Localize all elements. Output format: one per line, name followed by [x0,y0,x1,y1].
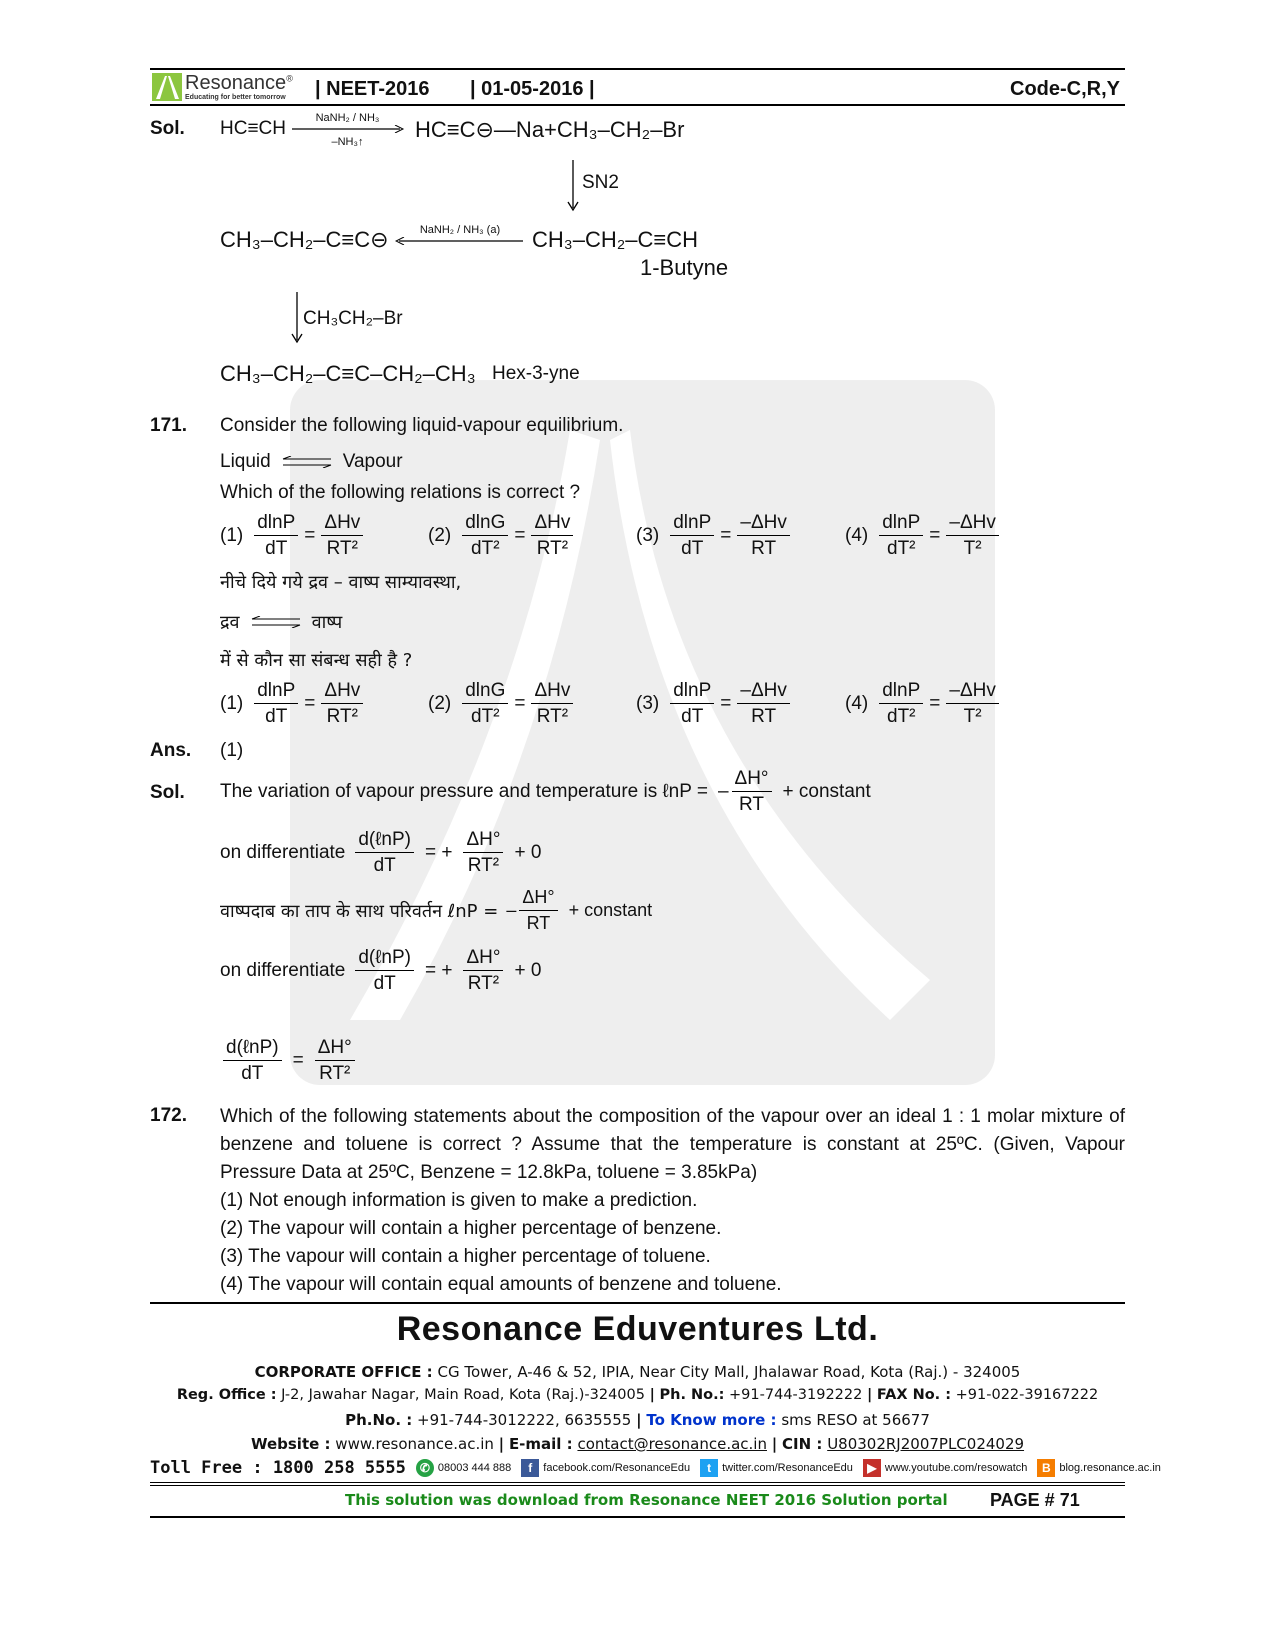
q171-hindi-option-2: (2) $\frac{dlnG}{\text{dT²}}$ = $\frac{\text{ΔHv}}{\text{RT²}}$ [428,678,576,729]
equilibrium-left: Liquid [220,451,271,472]
butyne-label: 1-Butyne [640,255,729,280]
footer-bottom-rule [150,1516,1125,1518]
q171-question: Which of the following relations is correct ? [220,482,581,503]
q171-option-2: (2) $\frac{dlnG}{\text{dT²}}$ = $\frac{\text{ΔHv}}{\text{RT²}}$ [428,510,576,561]
hindi-equilibrium-right: वाष्प [311,612,343,633]
down-arrow-icon [567,160,581,212]
toll-free: Toll Free : 1800 258 5555 [150,1458,406,1478]
final-product-name: Hex-3-yne [492,363,580,384]
header-bottom-rule [150,104,1125,106]
arrow-2-reagent: NaNH₂ / NH₃ (a) [419,224,501,236]
reg-office: Reg. Office : J-2, Jawahar Nagar, Main Road, Kota (Raj.)-324005 | Ph. No.: +91-744-3192222 | FAX No. : +91-022-39167222 [176,1387,1099,1403]
company-name: Resonance Eduventures Ltd. [396,1310,879,1348]
ethyl-bromide-reagent: CH₃CH₂–Br [303,308,403,329]
q172-option-2: (2) The vapour will contain a higher percentage of benzene. [220,1218,722,1239]
corporate-office: CORPORATE OFFICE : CG Tower, A-46 & 52, IPIA, Near City Mall, Jhalawar Road, Kota (Raj.) - 324005 [254,1363,1021,1381]
footer-top-rule [150,1302,1125,1304]
reaction-step1-left: HC≡CH [220,118,286,139]
youtube-link[interactable]: ▶ www.youtube.com/resowatch [863,1459,1027,1477]
q172-text: Which of the following statements about the composition of the vapour over an ideal 1 : 1 molar mixture of benzene and toluene is correct ? Assume that the temperature is constant at 25ºC. (Given, Vapour Pressure Data at 25ºC, Benzene = 12.8kPa, toluene = 3.85kPa) [220,1106,1125,1183]
q171-hindi-option-4: (4) $\frac{dlnP}{\text{dT²}}$ = $\frac{\text{–ΔHv}}{\text{T²}}$ [845,678,1002,729]
q171-hindi-option-1: (1) $\frac{dlnP}{dT}$ = $\frac{\text{ΔHv}}{\text{RT²}}$ [220,678,366,729]
q171-equilibrium [220,451,403,473]
option-label: (2) [428,524,452,546]
equilibrium-arrows-icon [281,456,333,468]
q171-hindi-equilibrium [220,610,342,634]
q171-sol-label: Sol. [150,782,185,803]
equilibrium-right: Vapour [342,451,403,472]
q172-option-3: (3) The vapour will contain a higher percentage of toluene. [220,1246,711,1267]
q172-options [220,1187,782,1299]
sol-differentiate-2: on differentiate $\frac{\text{d(ℓnP)}}{dT}$ = + $\frac{\Delta H^\circ}{\text{RT²}}$ + 0 [220,947,542,994]
sol-line1: The variation of vapour pressure and temperature is ℓnP = – $\frac{\Delta H^\circ}{RT}$ + constant [220,768,871,815]
header-code: Code-C,R,Y [1010,78,1120,100]
phone-line: Ph.No. : +91-744-3012222, 6635555 | To Know more : sms RESO at 56677 [345,1411,930,1429]
twitter-link[interactable]: t twitter.com/ResonanceEdu [700,1459,853,1477]
footer-rule-2 [150,1485,1125,1486]
option-label: (1) [220,524,244,546]
reaction-step1-right: HC≡C⊖—Na+CH₃–CH₂–Br [415,117,685,142]
ans-label: Ans. [150,740,192,761]
blog-link[interactable]: B blog.resonance.ac.in [1037,1459,1161,1477]
whatsapp-icon: ✆ [416,1459,434,1477]
q172-option-1: (1) Not enough information is given to make a prediction. [220,1190,698,1211]
sol-label: Sol. [150,118,185,139]
q171-option-1: (1) $\frac{dlnP}{dT}$ = $\frac{\text{ΔHv}}{\text{RT²}}$ [220,510,366,561]
contact-social-row [150,1458,1161,1478]
sn2-label: SN2 [582,172,619,193]
option-label: (3) [636,524,660,546]
option-label: (4) [845,524,869,546]
portal-note: This solution was download from Resonance NEET 2016 Solution portal [345,1491,948,1509]
header-top-rule [150,68,1125,70]
q171-hindi-text: नीचे दिये गये द्रव – वाष्प साम्यावस्था, [220,572,462,593]
q171-option-3: (3) $\frac{dlnP}{dT}$ = $\frac{\text{–ΔHv}}{RT}$ [636,510,793,561]
facebook-icon: f [521,1459,539,1477]
arrow-1-byproduct: –NH₃↑ [331,136,364,148]
header-exam: | NEET-2016 [315,78,430,100]
website-link[interactable]: www.resonance.ac.in [335,1435,494,1453]
blogger-icon: B [1037,1459,1055,1477]
reaction-step2-left: CH₃–CH₂–C≡C⊖ [220,227,389,252]
arrow-1-reagent: NaNH₂ / NH₃ [315,112,380,124]
reaction-arrow-2 [395,224,525,248]
twitter-icon: t [700,1459,718,1477]
logo-tagline: Educating for better tomorrow [185,94,286,101]
q172-option-4: (4) The vapour will contain equal amounts of benzene and toluene. [220,1274,782,1295]
website-line: Website : www.resonance.ac.in | E-mail : contact@resonance.ac.in | CIN : U80302RJ2007PLC024029 [250,1435,1025,1453]
q171-text: Consider the following liquid-vapour equilibrium. [220,415,624,436]
ans-value: (1) [220,740,244,761]
q172-number: 172. [150,1105,187,1126]
q171-option-4: (4) $\frac{dlnP}{\text{dT²}}$ = $\frac{\text{–ΔHv}}{\text{T²}}$ [845,510,1002,561]
resonance-logo-icon [152,73,182,101]
header-date: | 01-05-2016 | [470,78,595,100]
final-product: CH₃–CH₂–C≡C–CH₂–CH₃ [220,361,476,386]
reaction-step2-right: CH₃–CH₂–C≡CH [532,227,699,252]
equilibrium-arrows-icon [250,616,302,628]
reaction-arrow-1 [290,112,405,148]
whatsapp-contact[interactable]: ✆ 08003 444 888 [416,1459,511,1477]
q171-hindi-option-3: (3) $\frac{dlnP}{dT}$ = $\frac{\text{–ΔHv}}{RT}$ [636,678,793,729]
right-arrow-icon [290,125,405,133]
hindi-equilibrium-left: द्रव [220,612,240,633]
logo-name: Resonance® [185,72,293,94]
left-arrow-icon [395,237,525,245]
sol-final-relation: $\frac{\text{d(ℓnP)}}{dT}$ = $\frac{\Delta H^\circ}{\text{RT²}}$ [220,1035,358,1086]
facebook-link[interactable]: f facebook.com/ResonanceEdu [521,1459,690,1477]
email-link[interactable]: contact@resonance.ac.in [577,1435,767,1453]
youtube-icon: ▶ [863,1459,881,1477]
q171-number: 171. [150,415,187,436]
sol-hindi-line: वाष्पदाब का ताप के साथ परिवर्तन ℓnP = – $\frac{\Delta H^\circ}{RT}$ + constant [220,887,653,933]
sol-differentiate-1: on differentiate $\frac{\text{d(ℓnP)}}{dT}$ = + $\frac{\Delta H^\circ}{\text{RT²}}$ + 0 [220,829,542,876]
page-number: PAGE # 71 [990,1490,1080,1510]
q171-hindi-question: में से कौन सा संबन्ध सही है ? [220,650,413,671]
footer-rule-1 [150,1482,1125,1483]
